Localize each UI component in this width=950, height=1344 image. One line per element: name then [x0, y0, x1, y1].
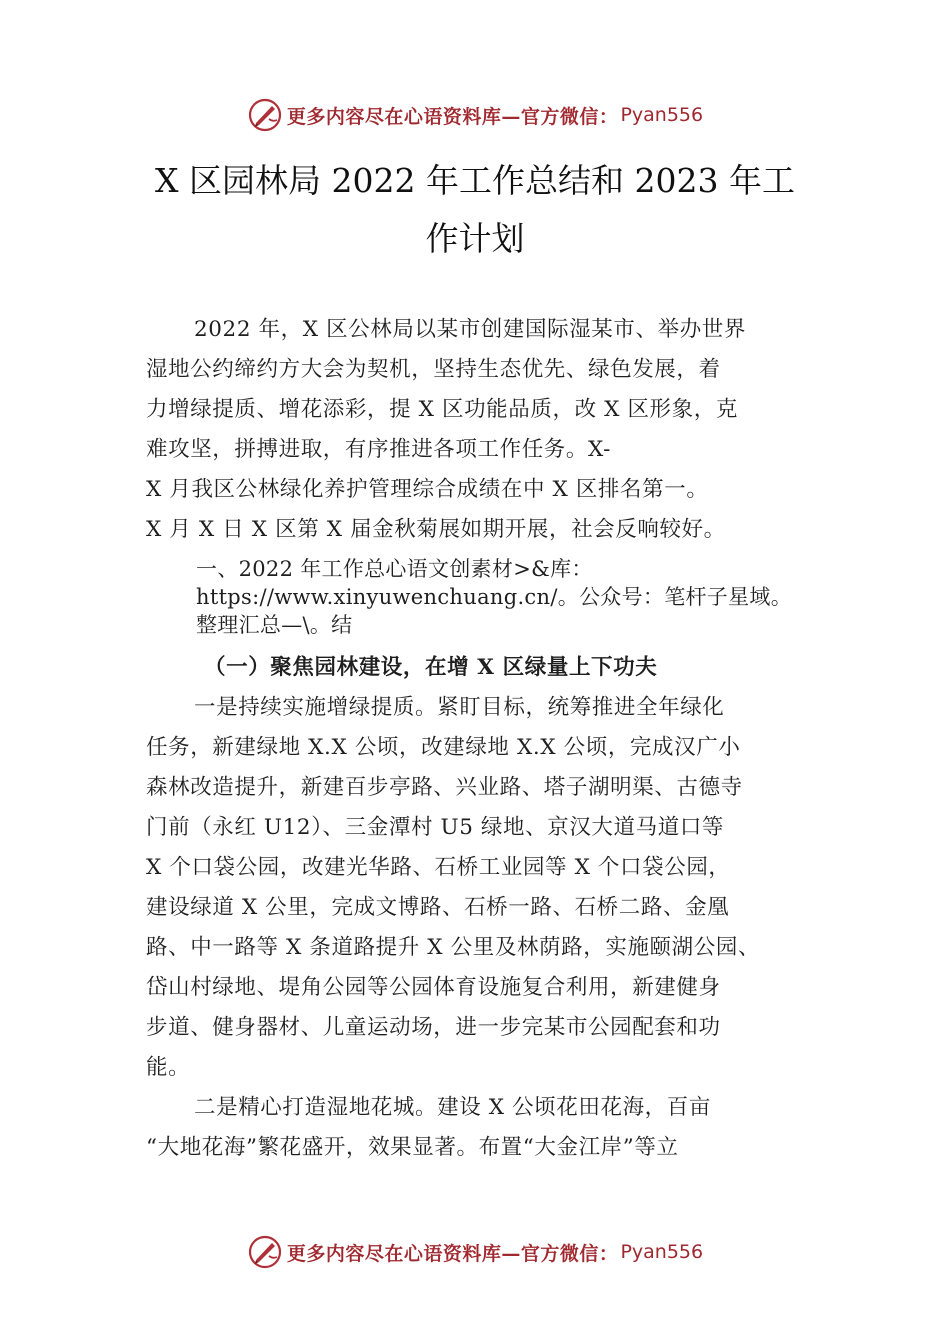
banner-library-text: 更多内容尽在心语资料库 — [286, 1242, 502, 1265]
intro-paragraph — [146, 310, 811, 550]
document-title — [140, 152, 810, 268]
text-line: 门前（永红 U12）、三金潭村 U5 绿地、京汉大道马道口等 — [146, 815, 725, 840]
paragraph-flower-city — [146, 1088, 811, 1168]
text-line: 能。 — [146, 1055, 191, 1080]
text-line: 路、中一路等 X 条道路提升 X 公里及林荫路，实施颐湖公园、 — [146, 935, 761, 960]
text-line: 一、2022 年工作总心语文创素材>&库： — [196, 557, 593, 581]
text-line: 建设绿道 X 公里，完成文博路、石桥一路、石桥二路、金凰 — [146, 895, 730, 920]
text-line: 整理汇总—\。结 — [196, 613, 353, 637]
text-line: 岱山村绿地、堤角公园等公园体育设施复合利用，新建健身 — [146, 975, 721, 1000]
text-line: X 月 X 日 X 区第 X 届金秋菊展如期开展，社会反响较好。 — [146, 517, 726, 542]
subsection-heading: （一）聚焦园林建设，在增 X 区绿量上下功夫 — [204, 655, 658, 680]
text-line: 2022 年，X 区公林局以某市创建国际湿某市、举办世界 — [194, 317, 746, 342]
banner-wechat-label: —官方微信： — [501, 1242, 619, 1265]
text-line: 湿地公约缔约方大会为契机，坚持生态优先、绿色发展，着 — [146, 357, 721, 382]
watermark-banner-bottom — [0, 1232, 950, 1272]
document-body — [146, 310, 811, 1168]
section-heading-1 — [146, 556, 876, 640]
watermark-banner-top — [0, 95, 950, 135]
pen-seal-icon — [247, 1234, 283, 1270]
title-line-1: X 区园林局 2022 年工作总结和 2023 年工 — [155, 161, 795, 200]
paragraph-greening — [146, 688, 811, 1088]
banner-wechat-id: Pyan556 — [620, 1241, 704, 1263]
title-line-2: 作计划 — [425, 219, 525, 258]
text-line: X 月我区公林绿化养护管理综合成绩在中 X 区排名第一。 — [146, 477, 709, 502]
text-line: X 个口袋公园，改建光华路、石桥工业园等 X 个口袋公园， — [146, 855, 731, 880]
text-line: 二是精心打造湿地花城。建设 X 公顷花田花海，百亩 — [194, 1095, 711, 1120]
text-line: 森林改造提升，新建百步亭路、兴业路、塔子湖明渠、古德寺 — [146, 775, 743, 800]
text-line: 难攻坚，拼搏进取，有序推进各项工作任务。X- — [146, 437, 612, 462]
text-line: “大地花海”繁花盛开，效果显著。布置“大金江岸”等立 — [146, 1135, 679, 1160]
text-line: 步道、健身器材、儿童运动场，进一步完某市公园配套和功 — [146, 1015, 721, 1040]
banner-library-text: 更多内容尽在心语资料库 — [286, 105, 502, 128]
source-link-text: https://www.xinyuwenchuang.cn/。公众号：笔杆子星域。 — [196, 585, 792, 609]
banner-wechat-id: Pyan556 — [620, 104, 704, 126]
text-line: 力增绿提质、增花添彩，提 X 区功能品质，改 X 区形象，克 — [146, 397, 738, 422]
pen-seal-icon — [247, 97, 283, 133]
banner-wechat-label: —官方微信： — [501, 105, 619, 128]
text-line: 任务，新建绿地 X.X 公顷，改建绿地 X.X 公顷，完成汉广小 — [146, 735, 741, 760]
text-line: 一是持续实施增绿提质。紧盯目标，统筹推进全年绿化 — [194, 695, 725, 720]
